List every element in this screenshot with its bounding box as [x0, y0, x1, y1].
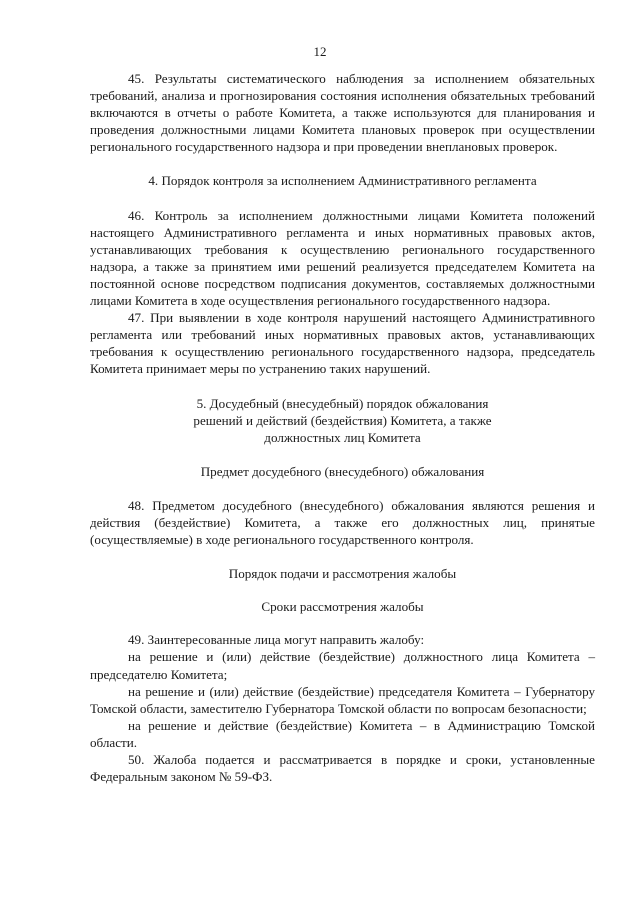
paragraph-46: 46. Контроль за исполнением должностными лицами Комитета положений настоящего Административного регламента и иных нормативных правовых актов, устанавливающих требования к осуществлению регионального государственного надзора, а также за принятием ими решений реализуется председателем Комитета на постоянной основе посредством подписания документов, составляемых должностными лицами Комитета в ходе осуществления регионального государственного надзора.	[90, 207, 595, 309]
section-heading-5-line-3: должностных лиц Комитета	[264, 429, 421, 445]
section-heading-5-line-2: решений и действий (бездействия) Комитета, а также	[193, 412, 492, 428]
paragraph-47: 47. При выявлении в ходе контроля нарушений настоящего Административного регламента или требований иных нормативных правовых актов, устанавливающих требования к осуществлению регионального государственного надзора, председатель Комитета принимает меры по устранению таких нарушений.	[90, 310, 595, 377]
paragraph-50: 50. Жалоба подается и рассматривается в порядке и сроки, установленные Федеральным законом № 59-ФЗ.	[90, 752, 595, 785]
page-number: 12	[313, 44, 327, 59]
paragraph-49: 49. Заинтересованные лица могут направить жалобу:	[128, 632, 425, 648]
paragraph-45: 45. Результаты систематического наблюдения за исполнением обязательных требований, анализа и прогнозирования состояния исполнения обязательных требований включаются в отчеты о работе Комитета, а также используются для планирования и проведения должностными лицами Комитета плановых проверок при осуществлении регионального государственного надзора и при проведении внеплановых проверок.	[90, 71, 595, 155]
spacer	[90, 378, 595, 395]
section-heading-4: 4. Порядок контроля за исполнением Административного регламента	[148, 173, 537, 189]
subheading-subject: Предмет досудебного (внесудебного) обжалования	[200, 463, 485, 479]
spacer	[90, 548, 595, 565]
section-heading-5-line-1: 5. Досудебный (внесудебный) порядок обжалования	[196, 395, 489, 411]
paragraph-49-item-c: на решение и действие (бездействие) Комитета – в Администрацию Томской области.	[90, 717, 595, 750]
paragraph-48: 48. Предметом досудебного (внесудебного) обжалования являются решения и действия (бездействие) Комитета, а также его должностных лиц, принятые (осуществляемые) в ходе регионального государственного контроля.	[90, 497, 595, 548]
spacer	[90, 155, 595, 172]
document-body	[90, 70, 595, 785]
spacer	[90, 190, 595, 207]
subheading-terms: Сроки рассмотрения жалобы	[261, 599, 424, 615]
spacer	[90, 582, 595, 598]
subheading-procedure: Порядок подачи и рассмотрения жалобы	[228, 566, 457, 582]
spacer	[90, 615, 595, 631]
spacer	[90, 446, 595, 463]
paragraph-49-item-b: на решение и (или) действие (бездействие) председателя Комитета – Губернатору Томской области, заместителю Губернатора Томской области по вопросам безопасности;	[90, 683, 595, 716]
spacer	[90, 480, 595, 497]
paragraph-49-item-a: на решение и (или) действие (бездействие) должностного лица Комитета – председателю Комитета;	[90, 649, 595, 682]
